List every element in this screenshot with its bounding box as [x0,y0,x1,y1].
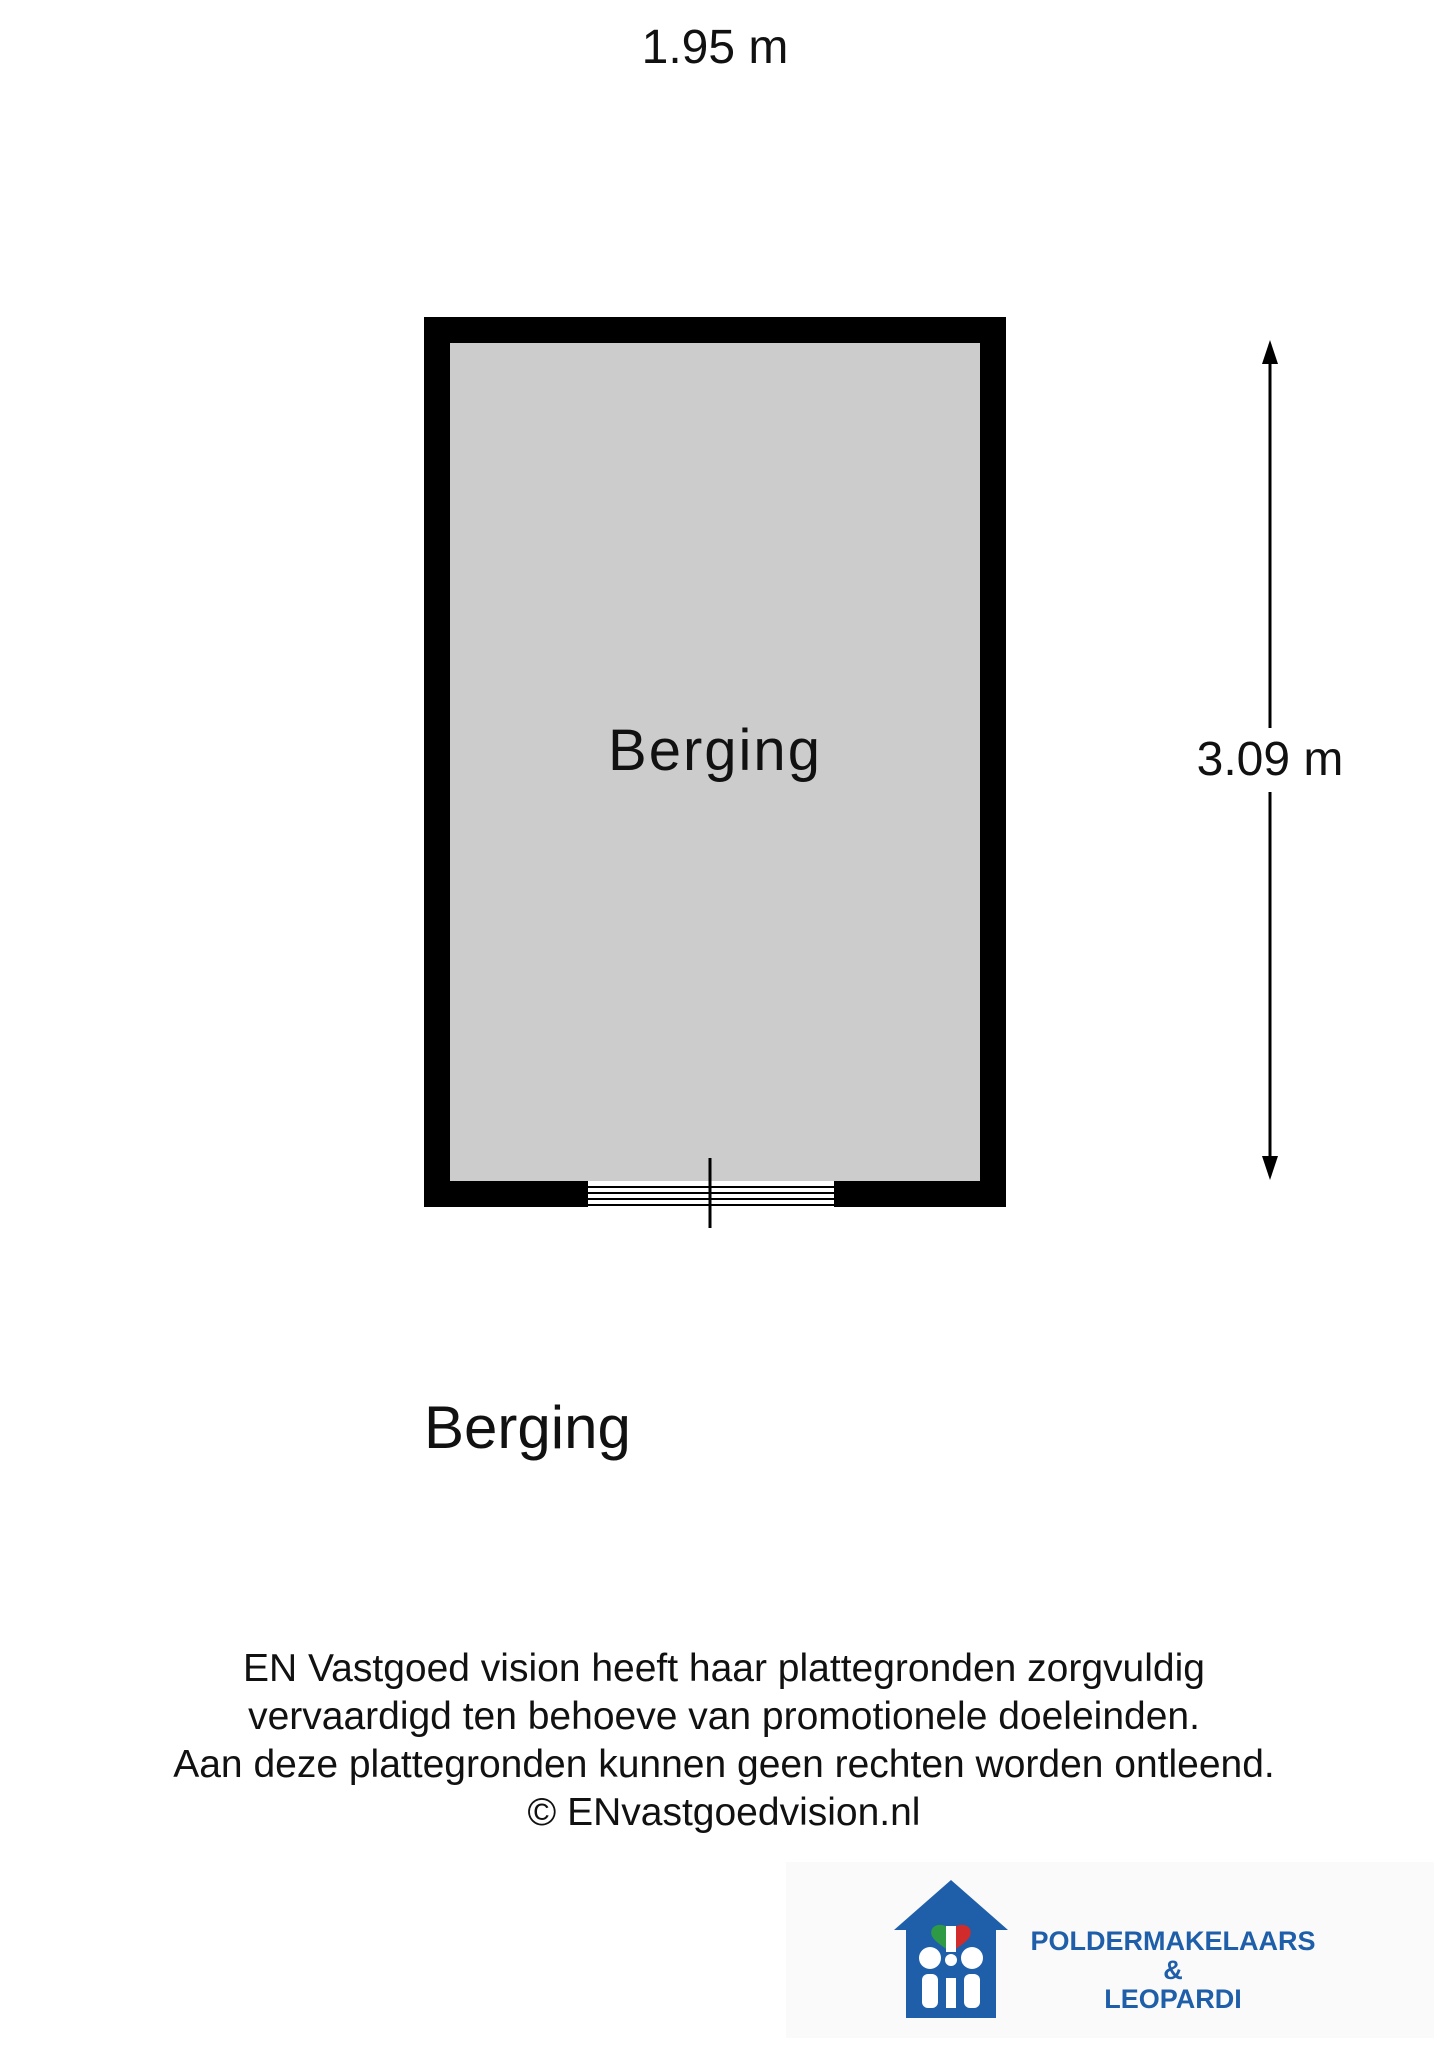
room-label: Berging [608,718,822,783]
agency-logo [786,1862,1434,2038]
height-dimension-label: 3.09 m [1196,733,1344,786]
house-logo-icon [886,1878,1016,2028]
logo-text [1008,1927,1338,2014]
floor-title: Berging [424,1394,631,1461]
width-dimension-label: 1.95 m [630,21,801,74]
logo-line-1: POLDERMAKELAARS [1030,1926,1316,1956]
disclaimer-line: © ENvastgoedvision.nl [527,1791,921,1834]
door-hinge-line [708,1158,712,1228]
disclaimer-line: vervaardigd ten behoeve van promotionele doeleinden. [248,1695,1200,1738]
disclaimer [0,1645,1448,1837]
logo-line-2: & [1163,1955,1183,1985]
disclaimer-line: EN Vastgoed vision heeft haar plattegronden zorgvuldig [243,1647,1205,1690]
floor-plan-room [424,317,1006,1207]
width-dimension [450,20,980,80]
disclaimer-line: Aan deze plattegronden kunnen geen rechten worden ontleend. [173,1743,1275,1786]
logo-line-3: LEOPARDI [1104,1984,1242,2014]
